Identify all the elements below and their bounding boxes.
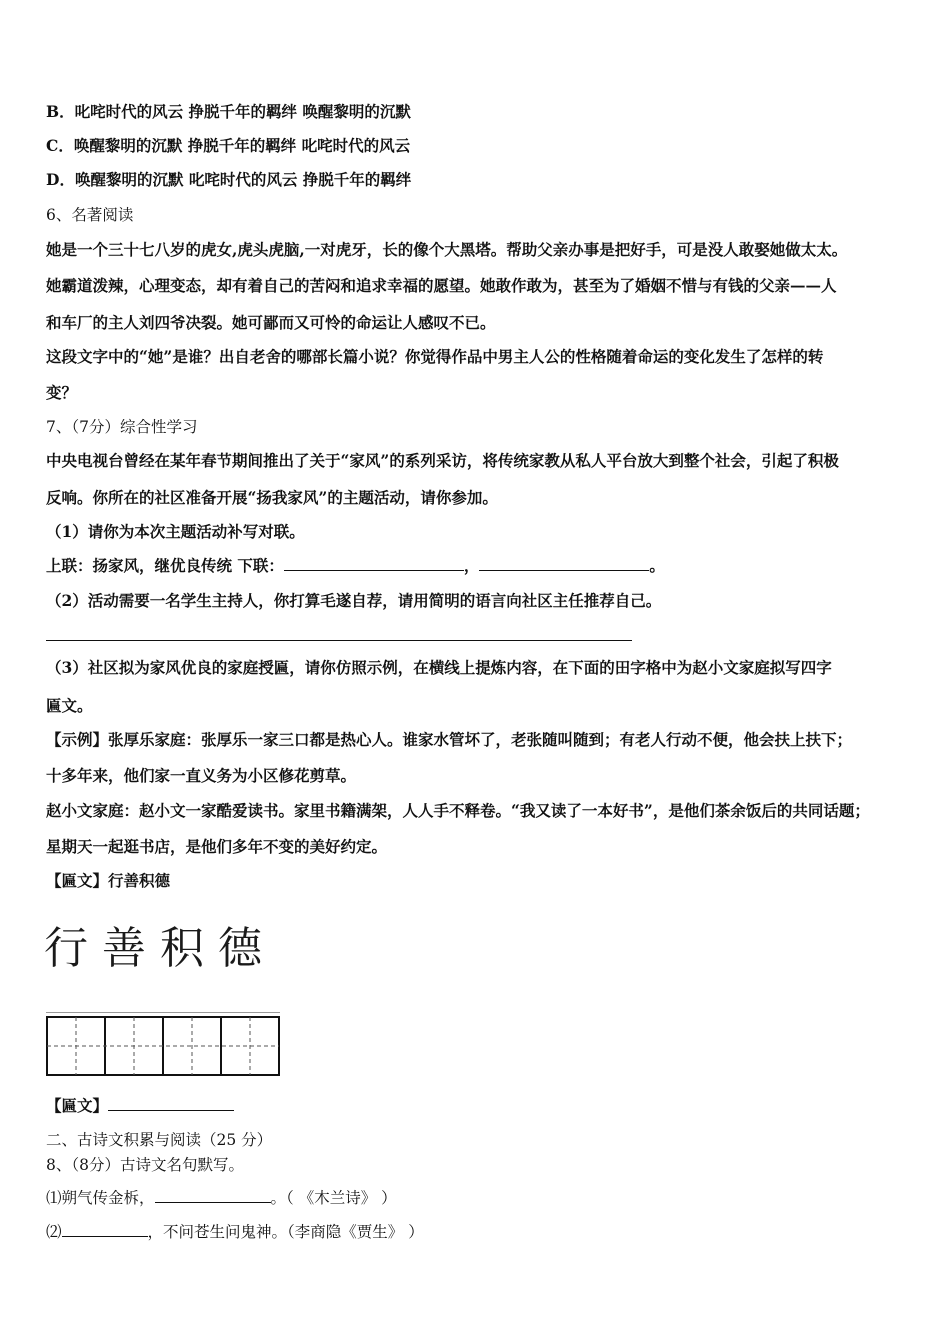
q7-intro-line2: 反响。你所在的社区准备开展“扬我家风”的主题活动，请你参加。	[46, 488, 498, 507]
couplet-period: 。	[649, 556, 665, 575]
q8-item2	[46, 1222, 424, 1242]
q8-item1-source: 。（ 《木兰诗》 ）	[270, 1189, 397, 1207]
q7-title: 7、（7分）综合性学习	[46, 418, 198, 436]
option-b: B．叱咤时代的风云 挣脱千年的羁绊 唤醒黎明的沉默	[46, 102, 411, 121]
couplet-line	[46, 556, 665, 576]
option-d: D．唤醒黎明的沉默 叱咤时代的风云 挣脱千年的羁绊	[46, 170, 412, 189]
q7-sub3-line2: 匾文。	[46, 696, 93, 715]
q6-question-line1: 这段文字中的“她”是谁？出自老舍的哪部长篇小说？你觉得作品中男主人公的性格随着命运的变化发生了怎样的转	[46, 347, 824, 366]
zhao-line2: 星期天一起逛书店，是他们多年不变的美好约定。	[46, 837, 388, 856]
q8-item2-blank[interactable]	[62, 1222, 148, 1237]
plaque-example: 【匾文】行善积德	[46, 871, 171, 890]
section2-title: 二、古诗文积累与阅读（25 分）	[46, 1131, 273, 1149]
q8-item1-blank[interactable]	[155, 1188, 271, 1203]
couplet-upper: 上联：扬家风，继优良传统 下联：	[46, 556, 284, 575]
q8-item1-text: ⑴朔气传金柝，	[46, 1189, 155, 1207]
q7-sub1: （1）请你为本次主题活动补写对联。	[46, 522, 305, 541]
plaque-answer-line	[46, 1096, 234, 1116]
example-line2: 十多年来，他们家一直义务为小区修花剪草。	[46, 766, 357, 785]
q8-item2-text: ，不问苍生问鬼神。（李商隐《贾生》 ）	[147, 1223, 424, 1241]
q6-para-line2: 她霸道泼辣，心理变态，却有着自己的苦闷和追求幸福的愿望。她敢作敢为，甚至为了婚姻不惜与有钱的父亲——人	[46, 276, 837, 295]
couplet-blank-1[interactable]	[284, 556, 464, 571]
q8-item2-number: ⑵	[46, 1223, 62, 1241]
plaque-answer-label: 【匾文】	[46, 1096, 109, 1115]
q6-title: 6、名著阅读	[46, 206, 134, 224]
q7-sub2: （2）活动需要一名学生主持人，你打算毛遂自荐，请用简明的语言向社区主任推荐自己。	[46, 591, 662, 610]
couplet-comma: ，	[463, 556, 480, 575]
option-c: C．唤醒黎明的沉默 挣脱千年的羁绊 叱咤时代的风云	[46, 136, 411, 155]
tianzige-grid[interactable]	[46, 1012, 280, 1076]
plaque-example-large: 行善积德	[44, 923, 276, 974]
q8-item1	[46, 1188, 397, 1208]
plaque-answer-blank[interactable]	[108, 1096, 234, 1111]
answer-line[interactable]	[46, 640, 632, 641]
q7-sub3-line1: （3）社区拟为家风优良的家庭授匾，请你仿照示例，在横线上提炼内容，在下面的田字格中为赵小文家庭拟写四字	[46, 658, 832, 677]
zhao-line1: 赵小文家庭：赵小文一家酷爱读书。家里书籍满架，人人手不释卷。“我又读了一本好书”，是他们茶余饭后的共同话题；	[46, 801, 870, 820]
q7-intro-line1: 中央电视台曾经在某年春节期间推出了关于“家风”的系列采访，将传统家教从私人平台放大到整个社会，引起了积极	[46, 451, 839, 470]
q8-title: 8、（8分）古诗文名句默写。	[46, 1156, 244, 1174]
q6-para-line1: 她是一个三十七八岁的虎女,虎头虎脑,一对虎牙，长的像个大黑塔。帮助父亲办事是把好手，可是没人敢娶她做太太。	[46, 240, 848, 259]
q6-para-line3: 和车厂的主人刘四爷决裂。她可鄙而又可怜的命运让人感叹不已。	[46, 313, 496, 332]
couplet-blank-2[interactable]	[479, 556, 649, 571]
q6-question-line2: 变？	[46, 383, 78, 402]
example-line1: 【示例】张厚乐家庭：张厚乐一家三口都是热心人。谁家水管坏了，老张随叫随到；有老人行动不便，他会扶上扶下；	[46, 730, 853, 749]
